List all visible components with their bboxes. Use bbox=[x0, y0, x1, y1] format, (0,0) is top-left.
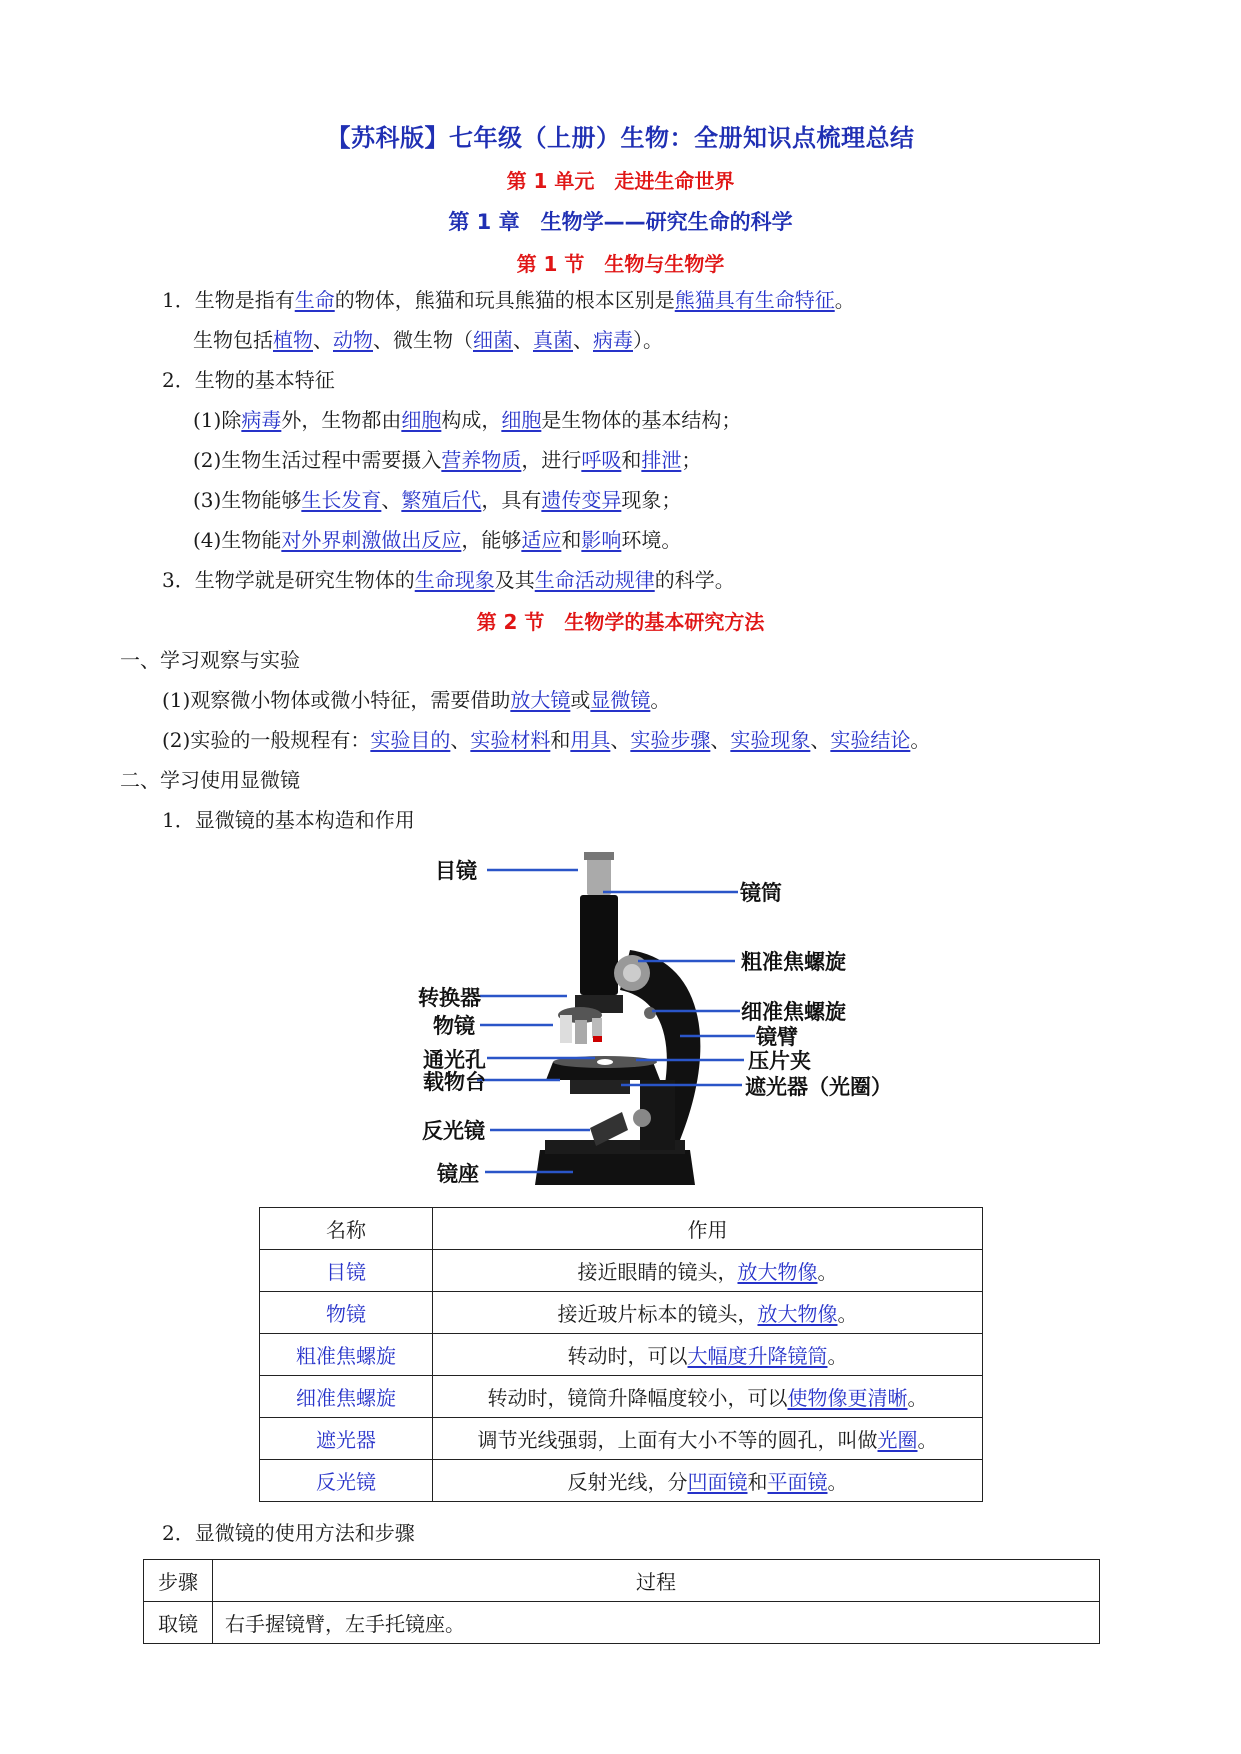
label-base: 镜座 bbox=[437, 1162, 479, 1186]
item-2-1: (1)除病毒外，生物都由细胞构成，细胞是生物体的基本结构； bbox=[193, 408, 742, 432]
table-header-row bbox=[144, 1560, 1100, 1602]
part-name: 目镜 bbox=[260, 1250, 433, 1292]
label-objective: 物镜 bbox=[433, 1014, 475, 1038]
part-name: 物镜 bbox=[260, 1292, 433, 1334]
label-pointer-lines bbox=[477, 870, 755, 1172]
microscope-steps-table bbox=[143, 1559, 1100, 1644]
table-row bbox=[144, 1602, 1100, 1644]
table-row bbox=[260, 1250, 983, 1292]
item-2-4: (4)生物能对外界刺激做出反应，能够适应和影响环境。 bbox=[193, 528, 682, 552]
unit-heading: 第 1 单元 走进生命世界 bbox=[506, 169, 735, 193]
item-2: 2．生物的基本特征 bbox=[162, 368, 335, 392]
table-header-row bbox=[260, 1208, 983, 1250]
heading-observe: 一、学习观察与实验 bbox=[120, 648, 300, 672]
table-row bbox=[260, 1376, 983, 1418]
part-function: 调节光线强弱，上面有大小不等的圆孔，叫做光圈。 bbox=[433, 1418, 983, 1460]
part-name: 细准焦螺旋 bbox=[260, 1376, 433, 1418]
part-function: 接近眼睛的镜头，放大物像。 bbox=[433, 1250, 983, 1292]
table-row bbox=[260, 1418, 983, 1460]
header-step: 步骤 bbox=[144, 1560, 213, 1602]
label-coarse-focus: 粗准焦螺旋 bbox=[741, 950, 846, 974]
label-arm: 镜臂 bbox=[756, 1025, 798, 1049]
part-function: 反射光线，分凹面镜和平面镜。 bbox=[433, 1460, 983, 1502]
table-row bbox=[260, 1460, 983, 1502]
label-light-hole: 通光孔 bbox=[423, 1048, 486, 1072]
label-diaphragm: 遮光器（光圈） bbox=[745, 1075, 892, 1099]
label-stage-clip: 压片夹 bbox=[748, 1049, 811, 1073]
label-mirror: 反光镜 bbox=[422, 1119, 485, 1143]
item-2-3: (3)生物能够生长发育、繁殖后代，具有遗传变异现象； bbox=[193, 488, 682, 512]
table-row bbox=[260, 1334, 983, 1376]
item-1: 1．生物是指有生命的物体，熊猫和玩具熊猫的根本区别是熊猫具有生命特征。 bbox=[162, 288, 855, 312]
microscope-structure-heading: 1．显微镜的基本构造和作用 bbox=[162, 808, 415, 832]
label-stage: 载物台 bbox=[423, 1070, 486, 1094]
observe-2: (2)实验的一般规程有：实验目的、实验材料和用具、实验步骤、实验现象、实验结论。 bbox=[162, 728, 931, 752]
part-function: 转动时，可以大幅度升降镜筒。 bbox=[433, 1334, 983, 1376]
item-3: 3．生物学就是研究生物体的生命现象及其生命活动规律的科学。 bbox=[162, 568, 735, 592]
observe-1: (1)观察微小物体或微小特征，需要借助放大镜或显微镜。 bbox=[162, 688, 671, 712]
label-tube: 镜筒 bbox=[740, 881, 782, 905]
step-process: 右手握镜臂，左手托镜座。 bbox=[213, 1602, 1100, 1644]
part-name: 反光镜 bbox=[260, 1460, 433, 1502]
microscope-parts-table bbox=[259, 1207, 983, 1502]
item-1-types: 生物包括植物、动物、微生物（细菌、真菌、病毒）。 bbox=[193, 328, 663, 352]
label-eyepiece: 目镜 bbox=[435, 859, 477, 883]
heading-microscope: 二、学习使用显微镜 bbox=[120, 768, 300, 792]
part-function: 接近玻片标本的镜头，放大物像。 bbox=[433, 1292, 983, 1334]
section-1-heading: 第 1 节 生物与生物学 bbox=[516, 252, 725, 276]
header-function: 作用 bbox=[433, 1208, 983, 1250]
table-row bbox=[260, 1292, 983, 1334]
part-name: 遮光器 bbox=[260, 1418, 433, 1460]
part-name: 粗准焦螺旋 bbox=[260, 1334, 433, 1376]
part-function: 转动时，镜筒升降幅度较小，可以使物像更清晰。 bbox=[433, 1376, 983, 1418]
document-title: 【苏科版】七年级（上册）生物：全册知识点梳理总结 bbox=[326, 124, 915, 152]
section-2-heading: 第 2 节 生物学的基本研究方法 bbox=[476, 610, 765, 634]
step-name: 取镜 bbox=[144, 1602, 213, 1644]
chapter-heading: 第 1 章 生物学——研究生命的科学 bbox=[448, 210, 793, 234]
label-converter: 转换器 bbox=[418, 986, 481, 1010]
header-process: 过程 bbox=[213, 1560, 1100, 1602]
label-fine-focus: 细准焦螺旋 bbox=[741, 1000, 846, 1024]
item-2-2: (2)生物生活过程中需要摄入营养物质，进行呼吸和排泄； bbox=[193, 448, 702, 472]
header-name: 名称 bbox=[260, 1208, 433, 1250]
microscope-usage-heading: 2．显微镜的使用方法和步骤 bbox=[162, 1521, 415, 1545]
